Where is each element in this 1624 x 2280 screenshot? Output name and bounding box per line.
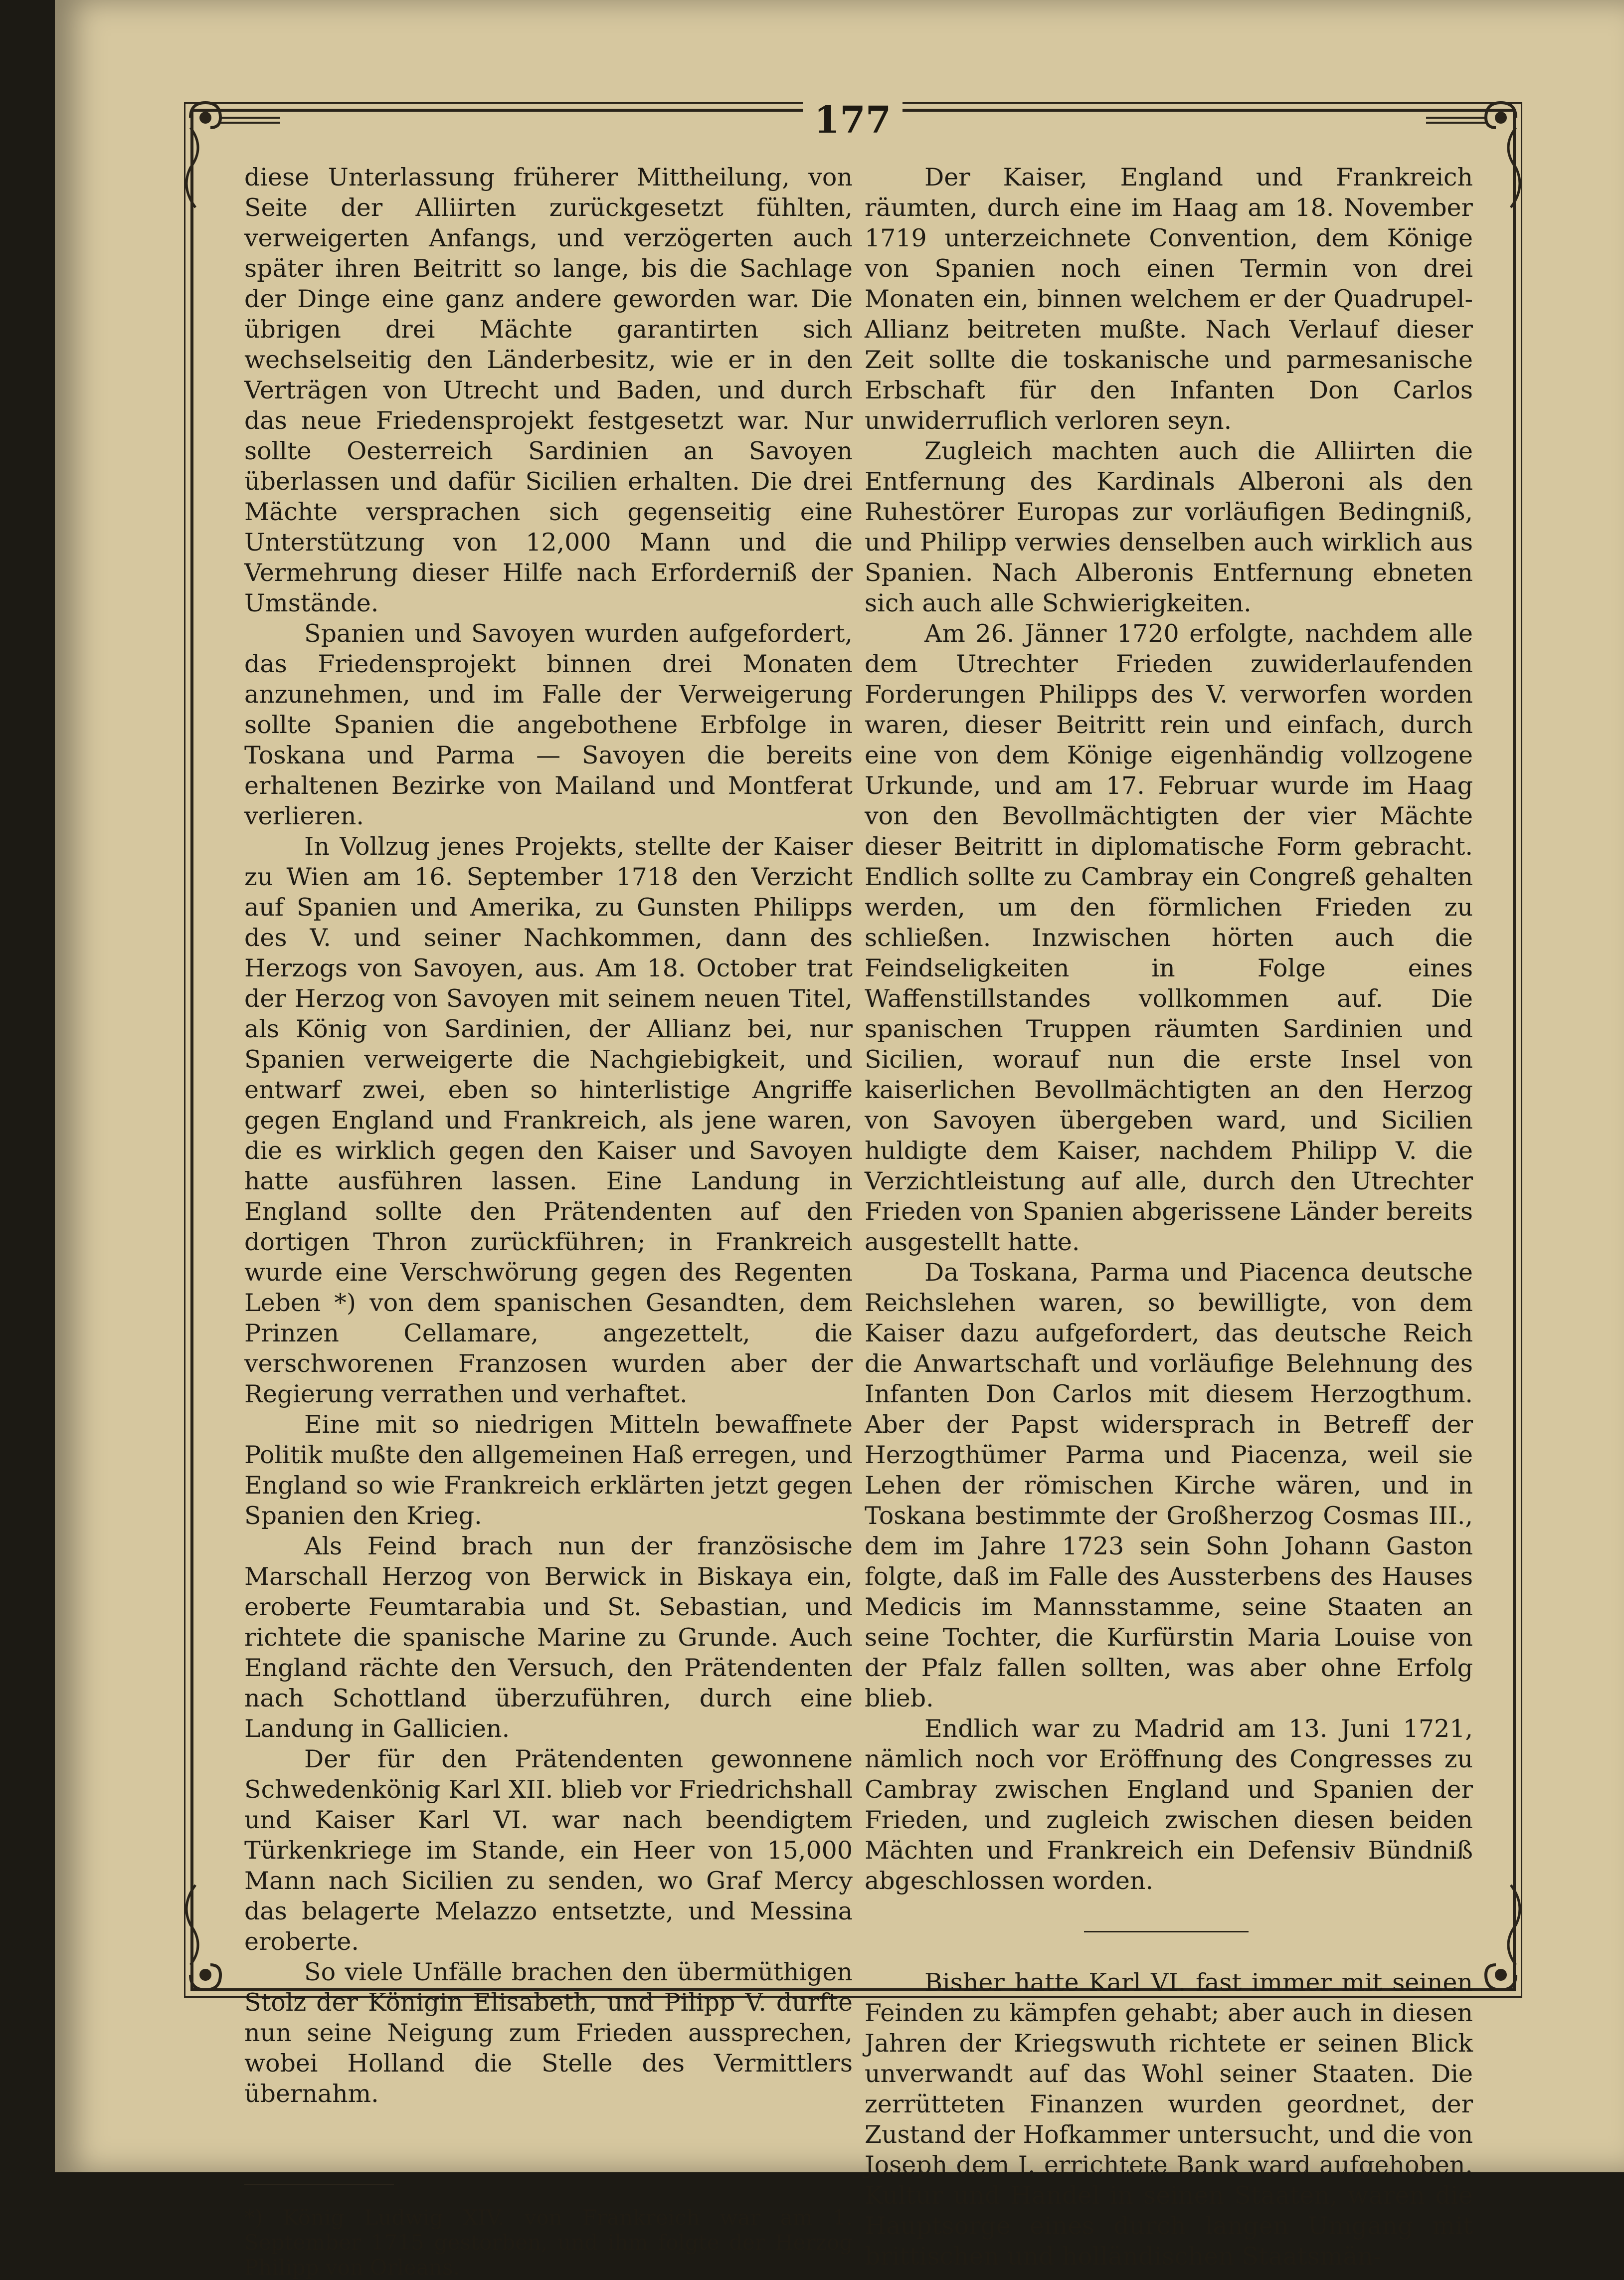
- paragraph: Bisher hatte Karl VI. fast immer mit seinen Feinden zu kämpfen gehabt; aber auch in diesen Jahren der Kriegswuth richtete er seinen Blick unverwandt auf das Wohl seiner Staaten. Die zerrütteten Finanzen wurden geordnet, der Zustand der Hofkammer untersucht, und die von Joseph dem I. errichtete Bank ward aufgehoben. Kultur und Handel in seinen Staaten, waren die Hauptsorge eines durch langen Umgang mit brittischen und holländischen Staatsmän-: [865, 1968, 1473, 2271]
- paragraph: Der Kaiser, England und Frankreich räumten, durch eine im Haag am 18. November 1719 unterzeichnete Convention, dem Könige von Spanien noch einen Termin von drei Monaten ein, binnen welchem er der Quadrupel-Allianz beitreten mußte. Nach Verlauf dieser Zeit sollte die toskanische und parmesanische Erbschaft für den Infanten Don Carlos unwiderruflich verloren seyn.: [865, 163, 1473, 435]
- paragraph: Zugleich machten auch die Alliirten die Entfernung des Kardinals Alberoni als den Ruhestörer Europas zur vorläufigen Bedingniß, und Philipp verwies denselben auch wirklich aus Spanien. Nach Alberonis Entfernung ebneten sich auch alle Schwierigkeiten.: [865, 437, 1473, 617]
- paragraph: In Vollzug jenes Projekts, stellte der Kaiser zu Wien am 16. September 1718 den Verzicht auf Spanien und Amerika, zu Gunsten Philipps des V. und seiner Nachkommen, dann des Herzogs von Savoyen, aus. Am 18. October trat der Herzog von Savoyen mit seinem neuen Titel, als König von Sardinien, der Allianz bei, nur Spanien verweigerte die Nachgiebigkeit, und entwarf zwei, eben so hinterlistige Angriffe gegen England und Frankreich, als jene waren, die es wirklich gegen den Kaiser und Savoyen hatte ausführen lassen. Eine Landung in England sollte den Prätendenten auf den dortigen Thron zurückführen; in Frankreich wurde eine Verschwörung gegen des Regenten Leben *) von dem spanischen Gesandten, dem Prinzen Cellamare, angezettelt, die verschworenen Franzosen wurden aber der Regierung verrathen und verhaftet.: [244, 832, 853, 1408]
- right-column: [865, 162, 1473, 2272]
- paragraph: diese Unterlassung früherer Mittheilung, von Seite der Alliirten zurückgesetzt fühlten, verweigerten Anfangs, und verzögerten auch später ihren Beitritt so lange, bis die Sachlage der Dinge eine ganz andere geworden war. Die übrigen drei Mächte garantirten sich wechselseitig den Länderbesitz, wie er in den Verträgen von Utrecht und Baden, und durch das neue Friedensprojekt festgesetzt war. Nur sollte Oesterreich Sardinien an Savoyen überlassen und dafür Sicilien erhalten. Die drei Mächte versprachen sich gegenseitig eine Unterstützung von 12,000 Mann und die Vermehrung dieser Hilfe nach Erforderniß der Umstände.: [244, 163, 853, 617]
- paragraph: Endlich war zu Madrid am 13. Juni 1721, nämlich noch vor Eröffnung des Congresses zu Cambray zwischen England und Spanien der Frieden, und zugleich zwischen diesen beiden Mächten und Frankreich ein Defensiv Bündniß abgeschlossen worden.: [865, 1714, 1473, 1895]
- section-divider: [1084, 1931, 1249, 1932]
- paragraph: Als Feind brach nun der französische Marschall Herzog von Berwick in Biskaya ein, eroberte Feumtarabia und St. Sebastian, und richtete die spanische Marine zu Grunde. Auch England rächte den Versuch, den Prätendenten nach Schottland überzuführen, durch eine Landung in Gallicien.: [244, 1532, 853, 1743]
- paragraph: Da Toskana, Parma und Piacenca deutsche Reichslehen waren, so bewilligte, von dem Kaiser dazu aufgefordert, das deutsche Reich die Anwartschaft und vorläufige Belehnung des Infanten Don Carlos mit diesem Herzogthum. Aber der Papst widersprach in Betreff der Herzogthümer Parma und Piacenza, weil sie Lehen der römischen Kirche wären, und in Toskana bestimmte der Großherzog Cosmas III., dem im Jahre 1723 sein Sohn Johann Gaston folgte, daß im Falle des Aussterbens des Hauses Medicis im Mannsstamme, seine Staaten an seine Tochter, die Kurfürstin Maria Louise von der Pfalz fallen sollten, was aber ohne Erfolg blieb.: [865, 1258, 1473, 1712]
- footnote-text: *) König Ludwig XIV. von Frankreich war am 1. September 1715 gestorben, und ihm folgte der Herzog Philipp von Orleans.: [244, 2205, 853, 2280]
- paragraph: Der für den Prätendenten gewonnene Schwedenkönig Karl XII. blieb vor Friedrichshall und Kaiser Karl VI. war nach beendigtem Türkenkriege im Stande, ein Heer von 15,000 Mann nach Sicilien zu senden, wo Graf Mercy das belagerte Melazzo entsetzte, und Messina eroberte.: [244, 1745, 853, 1956]
- page-number: 177: [803, 99, 902, 142]
- book-page: [55, 0, 1624, 2280]
- paragraph: So viele Unfälle brachen den übermüthigen Stolz der Königin Elisabeth, und Pilipp V. durfte nun seine Neigung zum Frieden aussprechen, wobei Holland die Stelle des Vermittlers übernahm.: [244, 1958, 853, 2108]
- paragraph: Am 26. Jänner 1720 erfolgte, nachdem alle dem Utrechter Frieden zuwiderlaufenden Forderungen Philipps des V. verworfen worden waren, dieser Beitritt rein und einfach, durch eine von dem Könige eigenhändig vollzogene Urkunde, und am 17. Februar wurde im Haag von den Bevollmächtigten der vier Mächte dieser Beitritt in diplomatische Form gebracht. Endlich sollte zu Cambray ein Congreß gehalten werden, um den förmlichen Frieden zu schließen. Inzwischen hörten auch die Feindseligkeiten in Folge eines Waffenstillstandes vollkommen auf. Die spanischen Truppen räumten Sardinien und Sicilien, worauf nun die erste Insel von kaiserlichen Bevollmächtigten an den Herzog von Savoyen übergeben ward, und Sicilien huldigte dem Kaiser, nachdem Philipp V. die Verzichtleistung auf alle, durch den Utrechter Frieden von Spanien abgerissene Länder bereits ausgestellt hatte.: [865, 619, 1473, 1256]
- left-column: [244, 162, 853, 2280]
- paragraph: Eine mit so niedrigen Mitteln bewaffnete Politik mußte den allgemeinen Haß erregen, und England so wie Frankreich erklärten jetzt gegen Spanien den Krieg.: [244, 1410, 853, 1530]
- footnote: [244, 2205, 853, 2280]
- footnote-rule: [244, 2184, 394, 2185]
- paragraph: Spanien und Savoyen wurden aufgefordert, das Friedensprojekt binnen drei Monaten anzunehmen, und im Falle der Verweigerung sollte Spanien die angebothene Erbfolge in Toskana und Parma — Savoyen die bereits erhaltenen Bezirke von Mailand und Montferat verlieren.: [244, 619, 853, 830]
